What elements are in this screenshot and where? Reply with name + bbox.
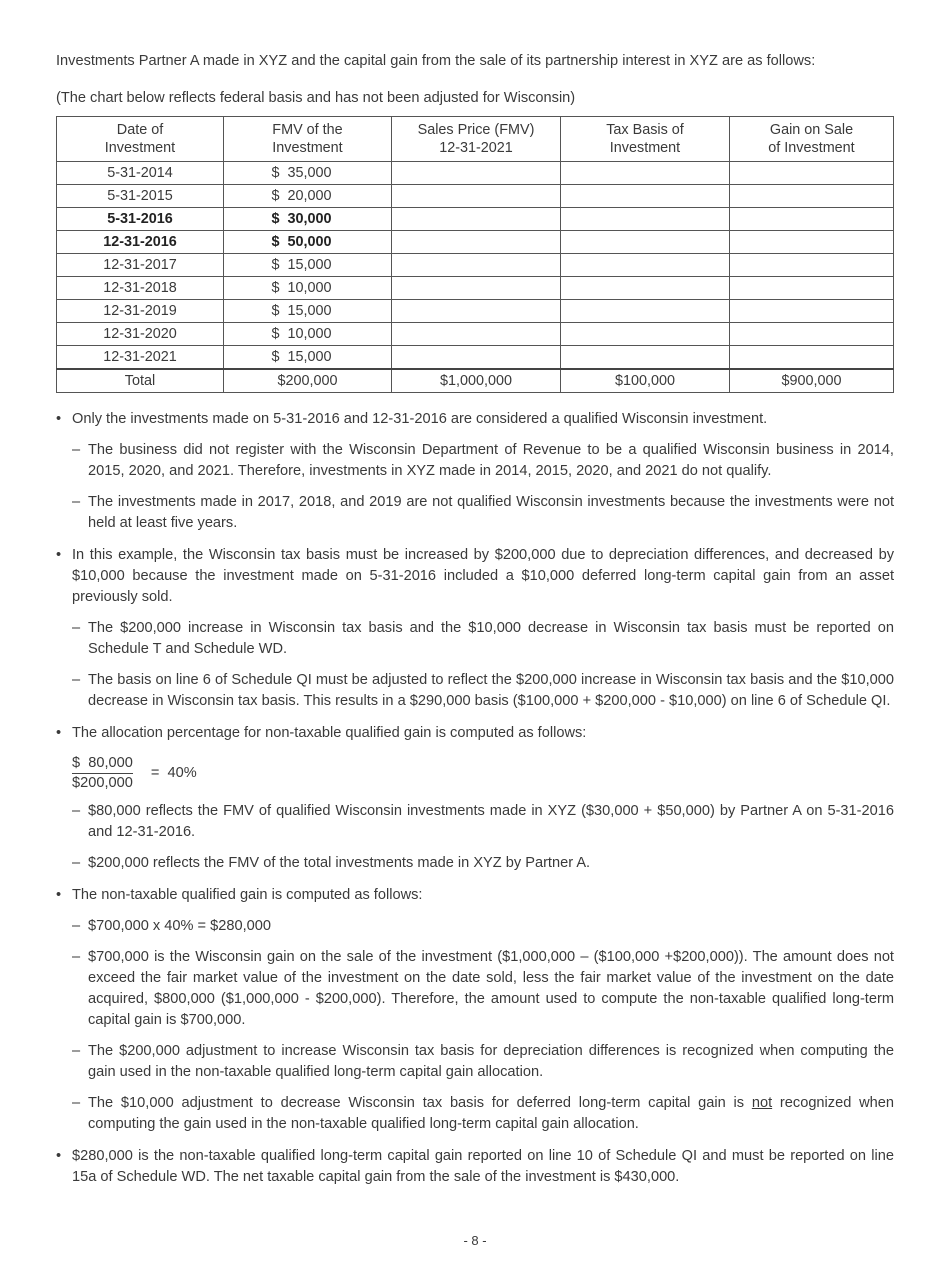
sales-price-cell xyxy=(392,300,561,323)
table-total-row xyxy=(57,369,894,393)
underlined-text: not xyxy=(751,1095,773,1111)
fmv-amount xyxy=(272,164,344,182)
header-line: FMV of the xyxy=(272,122,343,138)
header-line: of Investment xyxy=(768,140,855,156)
text: recognized when computing the gain used in the non-taxable qualified long-term capital gain allocation. xyxy=(88,1095,894,1132)
sales-price-cell xyxy=(392,185,561,208)
fraction-result: = 40% xyxy=(150,765,197,781)
sales-price-cell xyxy=(392,231,561,254)
header-line: Tax Basis of xyxy=(606,122,684,138)
fmv-cell xyxy=(224,323,392,346)
gain-cell xyxy=(730,346,894,370)
table-row xyxy=(57,254,894,277)
fmv-value: 50,000 xyxy=(287,234,332,250)
fmv-cell xyxy=(224,300,392,323)
sales-price-cell xyxy=(392,162,561,185)
currency-symbol: $ xyxy=(271,234,280,250)
sales-price-cell xyxy=(392,346,561,370)
fmv-amount xyxy=(272,233,344,251)
dash-schedule-t-wd: – The $200,000 increase in Wisconsin tax basis and the $10,000 decrease in Wisconsin tax basis must be reported on Schedule T and Schedule WD. xyxy=(56,618,894,660)
fmv-amount xyxy=(272,279,344,297)
investments-table xyxy=(56,116,894,393)
fmv-value: 35,000 xyxy=(287,165,332,181)
tax-basis-cell xyxy=(561,231,730,254)
fmv-cell xyxy=(224,231,392,254)
fraction-numerator: $ 80,000 xyxy=(72,754,133,774)
sales-price-cell xyxy=(392,323,561,346)
gain-cell xyxy=(730,231,894,254)
currency-symbol: $ xyxy=(271,326,280,342)
fmv-amount xyxy=(272,210,344,228)
table-row xyxy=(57,162,894,185)
tax-basis-cell xyxy=(561,254,730,277)
gain-cell xyxy=(730,277,894,300)
bullet-basis-adjustment: • In this example, the Wisconsin tax basis must be increased by $200,000 due to depreciation differences, and decreased by $10,000 because the investment made on 5-31-2016 included a $10,000 deferred long-term capital gain from an asset previously sold. xyxy=(56,545,894,608)
header-line: Investment xyxy=(104,140,176,156)
date-cell: 12-31-2018 xyxy=(57,277,224,300)
fmv-amount xyxy=(272,187,344,205)
gain-cell xyxy=(730,162,894,185)
tax-basis-cell xyxy=(561,185,730,208)
intro-text: Investments Partner A made in XYZ and the capital gain from the sale of its partnership interest in XYZ are as follows: xyxy=(56,53,816,69)
fmv-value: 20,000 xyxy=(287,188,332,204)
dash-deferred-adjustment xyxy=(56,1093,894,1135)
date-cell: 5-31-2015 xyxy=(57,185,224,208)
fmv-amount xyxy=(272,325,344,343)
gain-cell xyxy=(730,300,894,323)
header-line: Investment xyxy=(609,140,681,156)
tax-basis-cell xyxy=(561,162,730,185)
allocation-fraction xyxy=(72,754,894,793)
dash-not-registered: – The business did not register with the Wisconsin Department of Revenue to be a qualified Wisconsin business in 2014, 2015, 2020, and 2021. Therefore, investments in XYZ made in 2014, 2015, 2020, and 2021 do not qualify. xyxy=(56,440,894,482)
table-row xyxy=(57,185,894,208)
currency-symbol: $ xyxy=(271,280,280,296)
tax-basis-cell xyxy=(561,300,730,323)
currency-symbol: $ xyxy=(271,188,280,204)
fmv-cell xyxy=(224,346,392,370)
dash-not-held: – The investments made in 2017, 2018, and 2019 are not qualified Wisconsin investments because the investments were not held at least five years. xyxy=(56,492,894,534)
header-line: Gain on Sale xyxy=(769,122,854,138)
dash-schedule-qi-line6: – The basis on line 6 of Schedule QI must be adjusted to reflect the $200,000 increase in Wisconsin tax basis and the $10,000 decrease in Wisconsin tax basis. This results in a $290,000 basis ($100,000 + $200,000 - $10,000) on line 6 of Schedule QI. xyxy=(56,670,894,712)
fmv-cell xyxy=(224,277,392,300)
table-row xyxy=(57,208,894,231)
currency-symbol: $ xyxy=(271,303,280,319)
table-row xyxy=(57,300,894,323)
page-number: - 8 - xyxy=(463,1233,487,1248)
fmv-value: 15,000 xyxy=(287,257,332,273)
total-gain: $900,000 xyxy=(730,369,894,393)
fmv-value: 10,000 xyxy=(287,326,332,342)
table-row xyxy=(57,277,894,300)
gain-cell xyxy=(730,323,894,346)
currency-symbol: $ xyxy=(271,211,280,227)
fraction xyxy=(72,754,133,793)
bullet-non-taxable-gain: • The non-taxable qualified gain is computed as follows: xyxy=(56,885,894,906)
date-cell: 12-31-2019 xyxy=(57,300,224,323)
header-sales-price xyxy=(392,117,561,162)
header-tax-basis xyxy=(561,117,730,162)
date-cell: 12-31-2020 xyxy=(57,323,224,346)
currency-symbol: $ xyxy=(271,257,280,273)
header-line: Investment xyxy=(272,140,343,156)
header-date xyxy=(57,117,224,162)
date-cell: 12-31-2017 xyxy=(57,254,224,277)
total-sales-price: $1,000,000 xyxy=(392,369,561,393)
fmv-value: 15,000 xyxy=(287,349,332,365)
bullet-280000: • $280,000 is the non-taxable qualified long-term capital gain reported on line 10 of Schedule QI and must be reported on line 15a of Schedule WD. The net taxable capital gain from the sale of the investment is $430,000. xyxy=(56,1146,894,1188)
date-cell: 5-31-2016 xyxy=(57,208,224,231)
fmv-amount xyxy=(272,256,344,274)
gain-cell xyxy=(730,185,894,208)
total-label: Total xyxy=(57,369,224,393)
tax-basis-cell xyxy=(561,277,730,300)
fmv-value: 15,000 xyxy=(287,303,332,319)
date-cell: 12-31-2016 xyxy=(57,231,224,254)
table-header-row xyxy=(57,117,894,162)
bullet-allocation-percentage: • The allocation percentage for non-taxable qualified gain is computed as follows: xyxy=(56,723,894,744)
dash-200000: – $200,000 reflects the FMV of the total investments made in XYZ by Partner A. xyxy=(56,853,894,874)
fmv-cell xyxy=(224,254,392,277)
total-fmv: $200,000 xyxy=(224,369,392,393)
fmv-cell xyxy=(224,162,392,185)
header-gain xyxy=(730,117,894,162)
dash-depreciation-adjustment: – The $200,000 adjustment to increase Wisconsin tax basis for depreciation differences is recognized when computing the gain used in the non-taxable qualified long-term capital gain allocation. xyxy=(56,1041,894,1083)
fmv-amount xyxy=(272,302,344,320)
fmv-cell xyxy=(224,185,392,208)
total-tax-basis: $100,000 xyxy=(561,369,730,393)
sales-price-cell xyxy=(392,254,561,277)
tax-basis-cell xyxy=(561,208,730,231)
fmv-amount xyxy=(272,348,344,366)
table-row xyxy=(57,231,894,254)
date-cell: 5-31-2014 xyxy=(57,162,224,185)
bullet-qualified-investments: • Only the investments made on 5-31-2016 and 12-31-2016 are considered a qualified Wisconsin investment. xyxy=(56,409,894,430)
table-row xyxy=(57,323,894,346)
text: The $10,000 adjustment to decrease Wisconsin tax basis for deferred long-term capital gain is xyxy=(88,1095,752,1111)
currency-symbol: $ xyxy=(271,165,280,181)
tax-basis-cell xyxy=(561,323,730,346)
dash-700000: – $700,000 is the Wisconsin gain on the sale of the investment ($1,000,000 – ($100,000 +$200,000)). The amount does not exceed the fair market value of the investment on the date sold, less the fair market value of the investment on the date acquired, $800,000 ($1,000,000 - $200,000). Therefore, the amount used to compute the non-taxable qualified long-term capital gain is $700,000. xyxy=(56,947,894,1031)
tax-basis-cell xyxy=(561,346,730,370)
dash-80000: – $80,000 reflects the FMV of qualified Wisconsin investments made in XYZ ($30,000 + $50,000) by Partner A on 5-31-2016 and 12-31-2016. xyxy=(56,801,894,843)
currency-symbol: $ xyxy=(271,349,280,365)
gain-cell xyxy=(730,254,894,277)
header-line: 12-31-2021 xyxy=(439,140,513,156)
header-line: Sales Price (FMV) xyxy=(417,122,535,138)
table-row xyxy=(57,346,894,370)
table-note: (The chart below reflects federal basis and has not been adjusted for Wisconsin) xyxy=(56,90,576,106)
header-fmv xyxy=(224,117,392,162)
document-page xyxy=(56,0,894,1188)
sales-price-cell xyxy=(392,277,561,300)
fmv-value: 30,000 xyxy=(287,211,332,227)
gain-cell xyxy=(730,208,894,231)
fmv-value: 10,000 xyxy=(287,280,332,296)
date-cell: 12-31-2021 xyxy=(57,346,224,370)
fraction-denominator: $200,000 xyxy=(72,775,133,791)
sales-price-cell xyxy=(392,208,561,231)
header-line: Date of xyxy=(116,122,164,138)
fmv-cell xyxy=(224,208,392,231)
dash-computation: – $700,000 x 40% = $280,000 xyxy=(56,916,894,937)
